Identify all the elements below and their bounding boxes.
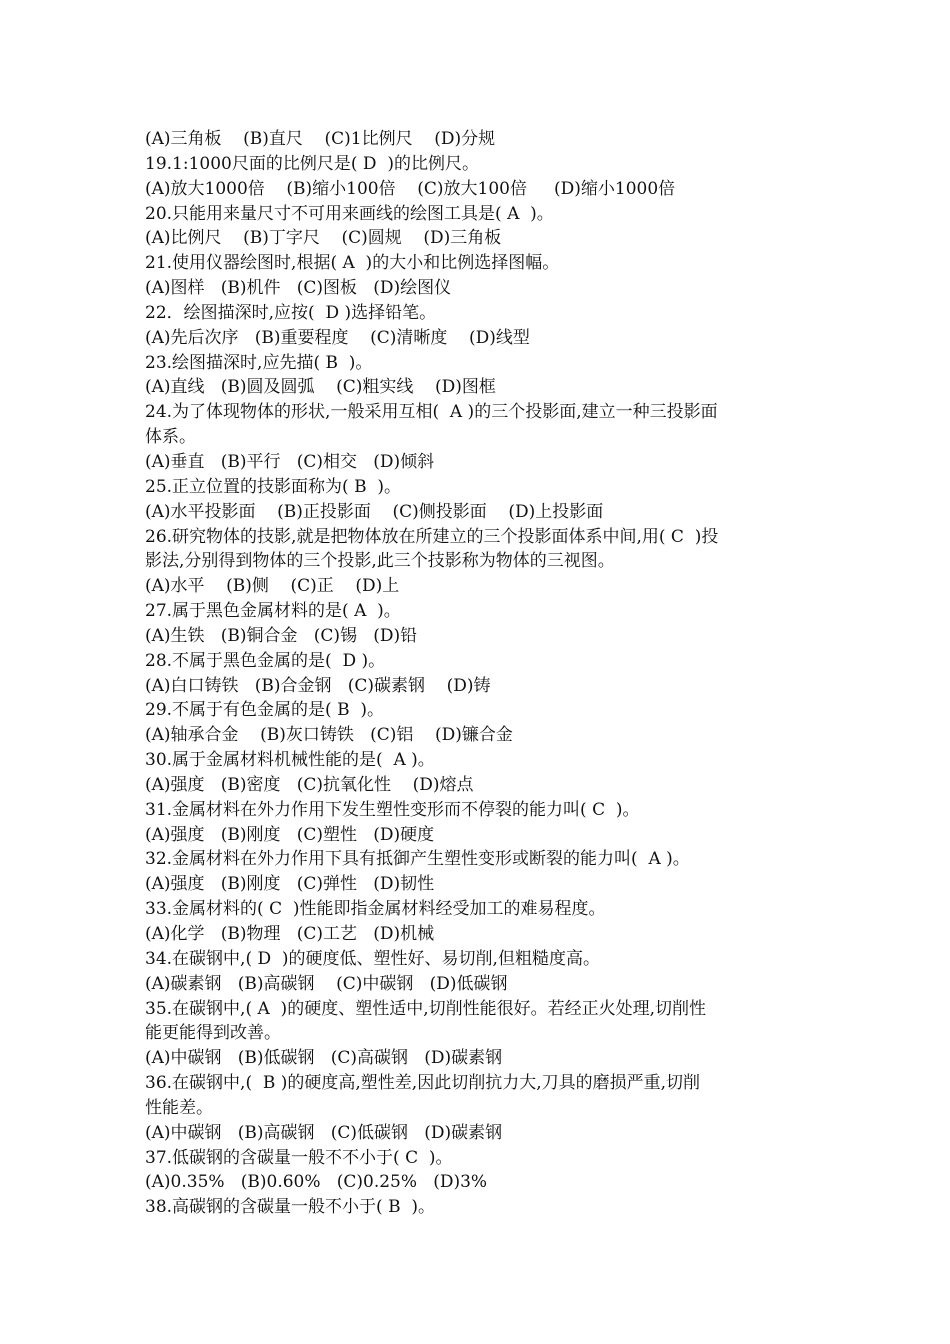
text-line: (A)三角板 (B)直尺 (C)1比例尺 (D)分规 [145, 129, 496, 149]
options-24: (A)垂直 (B)平行 (C)相交 (D)倾斜 [145, 451, 435, 472]
question-35-cont: 能更能得到改善。 [145, 1023, 281, 1044]
question-28: 28.不属于黑色金属的是( D )。 [145, 650, 386, 671]
document-page [145, 127, 825, 1220]
options-23: (A)直线 (B)圆及圆弧 (C)粗实线 (D)图框 [145, 377, 496, 398]
question-25: 25.正立位置的技影面称为( B )。 [145, 476, 402, 497]
options-32: (A)强度 (B)刚度 (C)弹性 (D)韧性 [145, 874, 435, 895]
options-27: (A)生铁 (B)铜合金 (C)锡 (D)铅 [145, 625, 418, 646]
question-20: 20.只能用来量尺寸不可用来画线的绘图工具是( A )。 [145, 203, 554, 224]
question-31: 31.金属材料在外力作用下发生塑性变形而不停裂的能力叫( C )。 [145, 799, 640, 820]
options-21: (A)图样 (B)机件 (C)图板 (D)绘图仪 [145, 278, 452, 299]
options-20: (A)比例尺 (B)丁字尺 (C)圆规 (D)三角板 [145, 228, 502, 249]
question-24-cont: 体系。 [145, 427, 196, 448]
question-30: 30.属于金属材料机械性能的是( A )。 [145, 750, 435, 771]
options-25: (A)水平投影面 (B)正投影面 (C)侧投影面 (D)上投影面 [145, 501, 604, 522]
question-35: 35.在碳钢中,( A )的硬度、塑性适中,切削性能很好。若经正火处理,切削性 [145, 998, 706, 1019]
question-24: 24.为了体现物体的形状,一般采用互相( A )的三个投影面,建立一种三投影面 [145, 402, 718, 423]
options-31: (A)强度 (B)刚度 (C)塑性 (D)硬度 [145, 824, 435, 845]
question-29: 29.不属于有色金属的是( B )。 [145, 700, 385, 721]
options-33: (A)化学 (B)物理 (C)工艺 (D)机械 [145, 924, 435, 944]
question-36: 36.在碳钢中,( B )的硬度高,塑性差,因此切削抗力大,刀具的磨损严重,切削 [145, 1073, 701, 1094]
question-26-cont: 影法,分别得到物体的三个投影,此三个技影称为物体的三视图。 [145, 551, 615, 572]
options-37: (A)0.35% (B)0.60% (C)0.25% (D)3% [145, 1172, 488, 1193]
question-33: 33.金属材料的( C )性能即指金属材料经受加工的难易程度。 [145, 899, 606, 920]
question-32: 32.金属材料在外力作用下具有抵御产生塑性变形或断裂的能力叫( A )。 [145, 849, 690, 870]
question-27: 27.属于黑色金属材料的是( A )。 [145, 601, 401, 622]
question-38: 38.高碳钢的含碳量一般不小于( B )。 [145, 1197, 436, 1218]
options-35: (A)中碳钢 (B)低碳钢 (C)高碳钢 (D)碳素钢 [145, 1048, 503, 1069]
question-19: 19.1:1000尺面的比例尺是( D )的比例尺。 [145, 153, 479, 174]
options-22: (A)先后次序 (B)重要程度 (C)清晰度 (D)线型 [145, 327, 530, 348]
question-26: 26.研究物体的技影,就是把物体放在所建立的三个投影面体系中间,用( C )投 [145, 526, 719, 547]
options-19: (A)放大1000倍 (B)缩小100倍 (C)放大100倍 (D)缩小1000倍 [145, 178, 676, 199]
options-29: (A)轴承合金 (B)灰口铸铁 (C)铝 (D)镰合金 [145, 725, 513, 746]
options-26: (A)水平 (B)侧 (C)正 (D)上 [145, 576, 400, 597]
question-34: 34.在碳钢中,( D )的硬度低、塑性好、易切削,但粗糙度高。 [145, 948, 600, 969]
options-28: (A)白口铸铁 (B)合金钢 (C)碳素钢 (D)铸 [145, 675, 491, 696]
question-36-cont: 性能差。 [145, 1097, 213, 1118]
question-21: 21.使用仪器绘图时,根据( A )的大小和比例选择图幅。 [145, 253, 560, 274]
options-34: (A)碳素钢 (B)高碳钢 (C)中碳钢 (D)低碳钢 [145, 973, 508, 994]
options-36: (A)中碳钢 (B)高碳钢 (C)低碳钢 (D)碳素钢 [145, 1122, 503, 1143]
question-22: 22．绘图描深时,应按( D )选择铅笔。 [145, 302, 437, 323]
options-30: (A)强度 (B)密度 (C)抗氧化性 (D)熔点 [145, 774, 474, 795]
question-23: 23.绘图描深时,应先描( B )。 [145, 352, 373, 373]
question-37: 37.低碳钢的含碳量一般不不小于( C )。 [145, 1147, 453, 1168]
